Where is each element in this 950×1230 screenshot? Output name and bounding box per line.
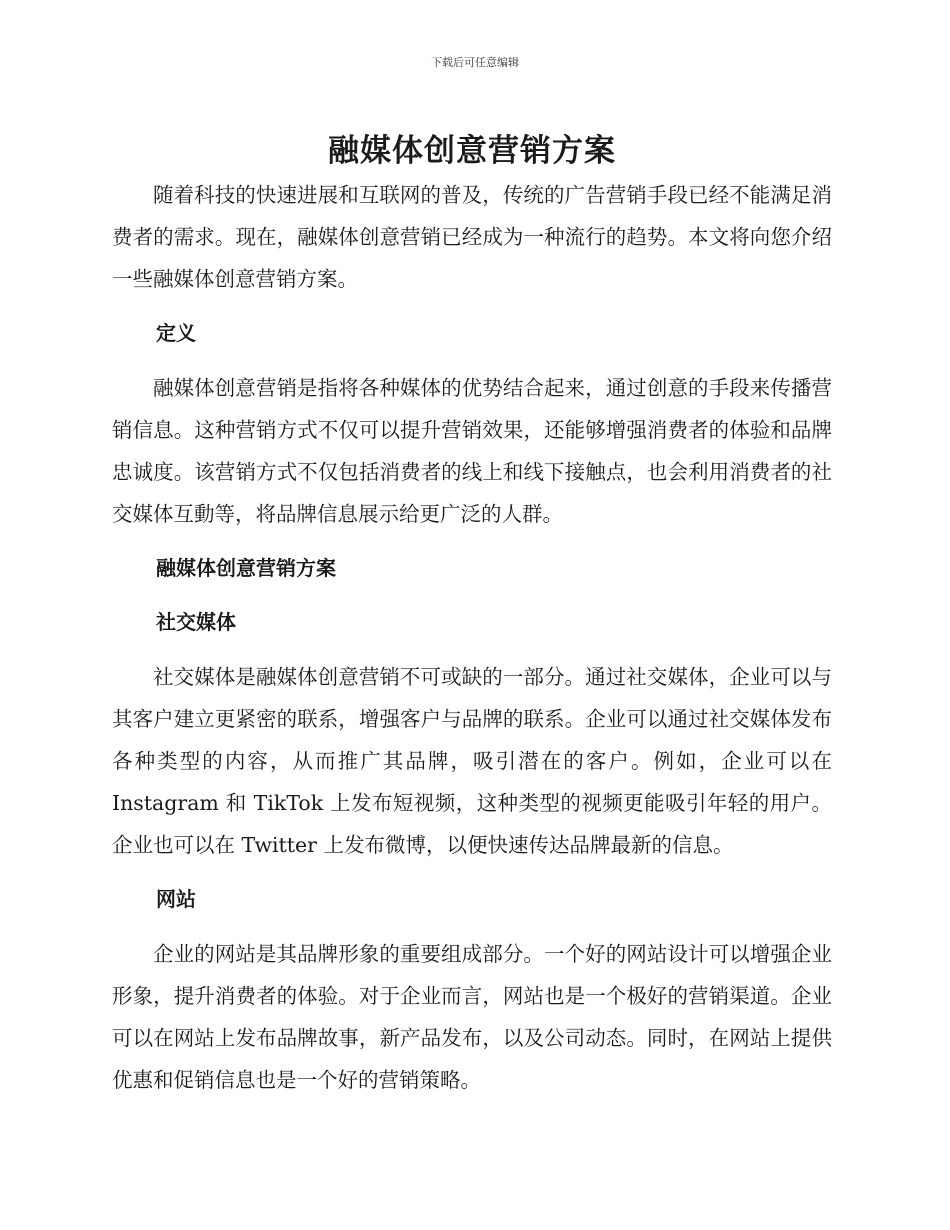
intro-paragraph: 随着科技的快速进展和互联网的普及，传统的广告营销手段已经不能满足消费者的需求。现在，融媒体创意营销已经成为一种流行的趋势。本文将向您介绍一些融媒体创意营销方案。 (112, 183, 832, 291)
plan-heading: 融媒体创意营销方案 (156, 556, 336, 580)
social-media-paragraph: 社交媒体是融媒体创意营销不可或缺的一部分。通过社交媒体，企业可以与其客户建立更紧密的联系，增强客户与品牌的联系。企业可以通过社交媒体发布各种类型的内容，从而推广其品牌，吸引潜在的客户。例如，企业可以在 Instagram 和 TikTok 上发布短视频，这种类型的视频更能吸引年轻的用户。企业也可以在 Twitter 上发布微博，以便快速传达品牌最新的信息。 (112, 665, 832, 857)
social-media-heading: 社交媒体 (156, 610, 236, 634)
definition-paragraph: 融媒体创意营销是指将各种媒体的优势结合起来，通过创意的手段来传播营销信息。这种营销方式不仅可以提升营销效果，还能够增强消费者的体验和品牌忠诚度。该营销方式不仅包括消费者的线上和线下接触点，也会利用消费者的社交媒体互動等，将品牌信息展示给更广泛的人群。 (112, 376, 832, 526)
document-body (112, 128, 832, 1101)
definition-heading: 定义 (156, 321, 196, 345)
document-title: 融媒体创意营销方案 (328, 133, 616, 169)
website-heading: 网站 (156, 887, 196, 911)
website-paragraph: 企业的网站是其品牌形象的重要组成部分。一个好的网站设计可以增强企业形象，提升消费者的体验。对于企业而言，网站也是一个极好的营销渠道。企业可以在网站上发布品牌故事，新产品发布，以及公司动态。同时，在网站上提供优惠和促销信息也是一个好的营销策略。 (112, 942, 832, 1092)
header-note: 下载后可任意编辑 (431, 56, 519, 69)
